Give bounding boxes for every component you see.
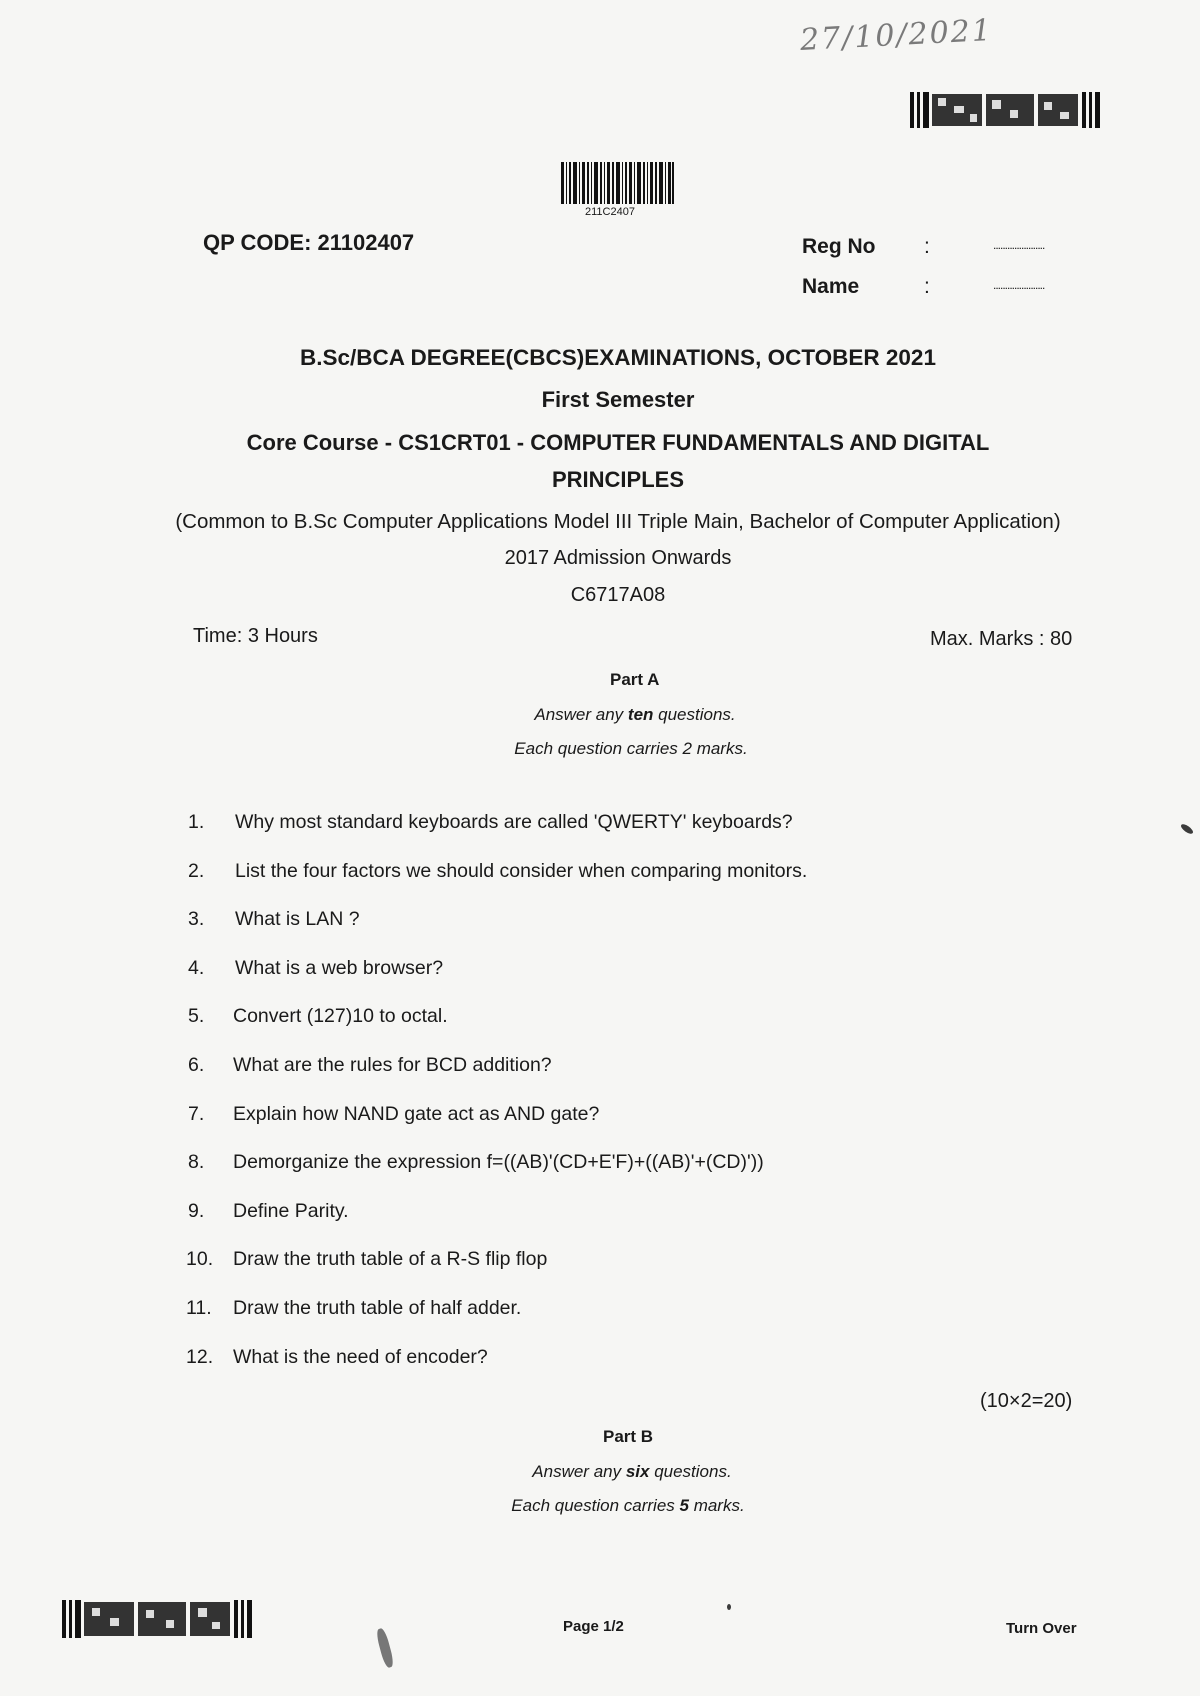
question-number: 9. bbox=[188, 1199, 205, 1222]
qp-code: QP CODE: 21102407 bbox=[203, 230, 415, 255]
question-text: List the four factors we should consider when comparing monitors. bbox=[235, 859, 808, 882]
paper-code: C6717A08 bbox=[570, 584, 666, 606]
reg-no-colon: : bbox=[924, 235, 930, 258]
question-number: 2. bbox=[188, 859, 205, 882]
question-text: Explain how NAND gate act as AND gate? bbox=[233, 1102, 600, 1125]
reg-no-label: Reg No bbox=[802, 235, 876, 258]
scan-smudge bbox=[375, 1627, 395, 1668]
question-text: Define Parity. bbox=[233, 1199, 349, 1222]
exam-time: Time: 3 Hours bbox=[193, 625, 318, 647]
question-text: Convert (127)10 to octal. bbox=[233, 1005, 448, 1028]
barcode-bottom-left bbox=[62, 1600, 254, 1638]
part-a-marks-summary: (10×2=20) bbox=[980, 1390, 1073, 1412]
name-colon: : bbox=[924, 275, 930, 298]
exam-title: B.Sc/BCA DEGREE(CBCS)EXAMINATIONS, OCTOBER 2021 bbox=[300, 345, 936, 370]
question-text: Why most standard keyboards are called 'QWERTY' keyboards? bbox=[235, 811, 793, 833]
question-text: Demorganize the expression f=((AB)'(CD+E'F)+((AB)'+(CD)')) bbox=[233, 1151, 764, 1174]
barcode-center bbox=[561, 162, 675, 204]
question-number: 1. bbox=[188, 811, 205, 833]
part-b-instruction: Answer any six questions. bbox=[532, 1462, 732, 1481]
question-text: Draw the truth table of a R-S flip flop bbox=[233, 1248, 548, 1271]
reg-no-blank: ...................... bbox=[993, 238, 1045, 252]
name-blank: ...................... bbox=[993, 278, 1045, 292]
turn-over: Turn Over bbox=[1006, 1620, 1077, 1637]
question-number: 7. bbox=[188, 1102, 205, 1125]
part-a-title: Part A bbox=[610, 670, 660, 689]
max-marks: Max. Marks : 80 bbox=[930, 628, 1073, 650]
question-number: 3. bbox=[188, 908, 205, 931]
question-number: 5. bbox=[188, 1005, 205, 1028]
question-number: 8. bbox=[188, 1151, 205, 1174]
part-a-instruction: Answer any ten questions. bbox=[534, 705, 736, 724]
name-label: Name bbox=[802, 275, 860, 298]
question-text: Draw the truth table of half adder. bbox=[233, 1297, 522, 1319]
question-number: 4. bbox=[188, 956, 205, 979]
handwritten-date: 27/10/2021 bbox=[799, 12, 994, 59]
question-text: What is the need of encoder? bbox=[233, 1345, 488, 1368]
scan-smudge bbox=[727, 1604, 731, 1610]
question-number: 12. bbox=[186, 1345, 214, 1368]
course-title-line1: Core Course - CS1CRT01 - COMPUTER FUNDAMENTALS AND DIGITAL bbox=[246, 430, 990, 455]
semester: First Semester bbox=[541, 387, 695, 412]
question-number: 6. bbox=[188, 1054, 205, 1076]
part-b-marks-note: Each question carries 5 marks. bbox=[511, 1496, 745, 1515]
part-a-marks-note: Each question carries 2 marks. bbox=[514, 739, 748, 758]
part-b-title: Part B bbox=[603, 1427, 654, 1446]
question-number: 10. bbox=[186, 1248, 214, 1271]
admission-year: 2017 Admission Onwards bbox=[504, 547, 732, 569]
page-number: Page 1/2 bbox=[563, 1618, 624, 1635]
course-title-line2: PRINCIPLES bbox=[551, 467, 685, 492]
scan-smudge bbox=[1180, 823, 1195, 836]
question-text: What is LAN ? bbox=[235, 908, 360, 931]
question-text: What are the rules for BCD addition? bbox=[233, 1054, 552, 1076]
barcode-top-right bbox=[910, 92, 1102, 128]
barcode-number: 211C2407 bbox=[585, 206, 635, 218]
question-text: What is a web browser? bbox=[235, 956, 444, 979]
common-to: (Common to B.Sc Computer Applications Model III Triple Main, Bachelor of Computer Application) bbox=[175, 510, 1061, 533]
question-number: 11. bbox=[186, 1297, 212, 1319]
